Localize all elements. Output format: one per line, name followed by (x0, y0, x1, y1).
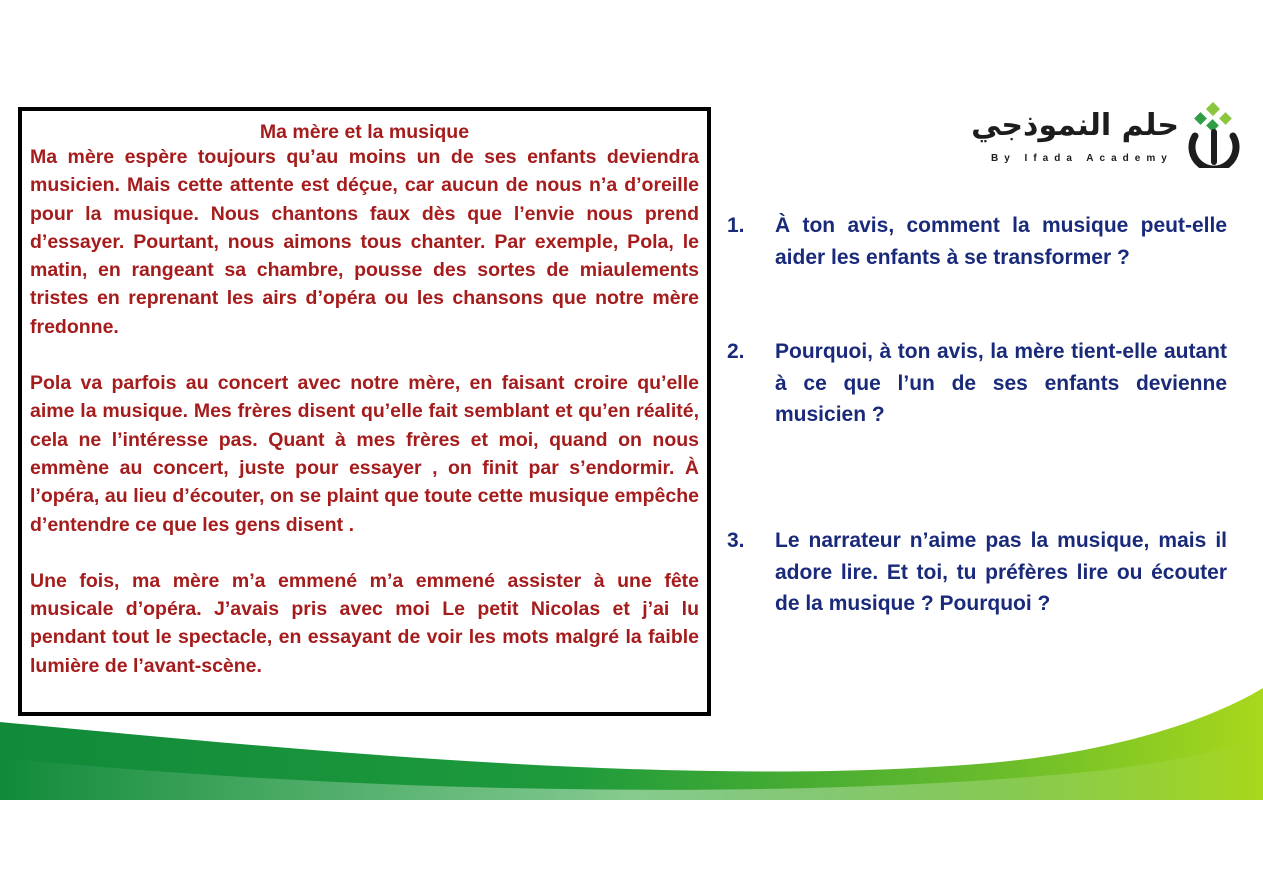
passage-box (18, 107, 711, 716)
question-3-number: 3. (727, 529, 745, 552)
logo-emblem-icon (1183, 102, 1247, 168)
question-3-text: Le narrateur n’aime pas la musique, mais il adore lire. Et toi, tu préfères lire ou écouter de la musique ? Pourquoi ? (775, 529, 1227, 615)
logo-arabic-text: حلم النموذجي (971, 108, 1179, 143)
passage-paragraph-2: Pola va parfois au concert avec notre mère, en faisant croire qu’elle aime la musique. Mes frères disent qu’elle fait semblant et qu’en réalité, cela ne l’intéresse pas. Quant à mes frères et moi, quand on nous emmène au concert, juste pour essayer , on finit par s’endormir. À l’opéra, au lieu d’écouter, on se plaint que toute cette musique empêche d’entendre ce que les gens disent . (30, 372, 699, 536)
logo-subtitle: By Ifada Academy (991, 153, 1173, 164)
passage-paragraph-1: Ma mère espère toujours qu’au moins un de ses enfants deviendra musicien. Mais cette attente est déçue, car aucun de nous n’a d’oreille pour la musique. Nous chantons faux dès que l’envie nous prend d’essayer. Pourtant, nous aimons tous chanter. Par exemple, Pola, le matin, en rangeant sa chambre, pousse des sortes de miaulements tristes en reprenant les airs d’opéra ou les chansons que notre mère fredonne. (30, 146, 699, 338)
passage-title: Ma mère et la musique (259, 121, 470, 143)
question-1-number: 1. (727, 214, 745, 237)
question-1-text: À ton avis, comment la musique peut-elle aider les enfants à se transformer ? (775, 214, 1227, 269)
passage-paragraph-3: Une fois, ma mère m’a emmené m’a emmené assister à une fête musicale d’opéra. J’avais pris avec moi Le petit Nicolas et j’ai lu pendant tout le spectacle, en essayant de voir les mots malgré la faible lumière de l’avant-scène. (30, 569, 699, 677)
question-2 (727, 336, 1227, 431)
logo (971, 102, 1247, 170)
question-3 (727, 525, 1227, 620)
decorative-wave (0, 680, 1263, 810)
question-2-text: Pourquoi, à ton avis, la mère tient-elle autant à ce que l’un de ses enfants devienne musicien ? (775, 340, 1227, 426)
question-2-number: 2. (727, 340, 745, 363)
question-1 (727, 210, 1227, 273)
